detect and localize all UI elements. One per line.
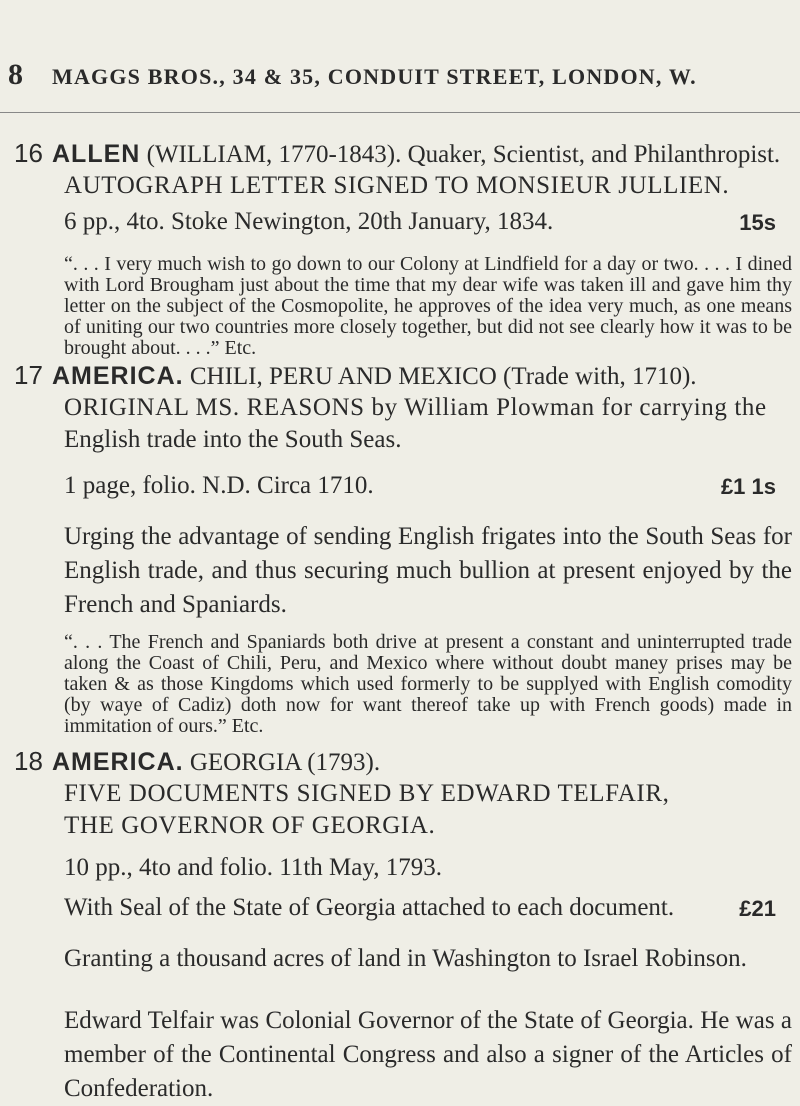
item-title-continued: English trade into the South Seas. <box>64 426 402 453</box>
page-number: 8 <box>8 58 23 91</box>
entry-heading-text: CHILI, PERU AND MEXICO (Trade with, 1710). <box>189 363 697 390</box>
item-description: 1 page, folio. N.D. Circa 1710. <box>64 472 374 499</box>
item-price: £21 <box>739 896 776 921</box>
item-seal-note: With Seal of the State of Georgia attached to each document. <box>64 894 675 921</box>
entry-number: 17 <box>14 360 43 390</box>
item-summary: Urging the advantage of sending English frigates into the South Seas for English trade, and thus securing much bullion at present enjoyed by the French and Spaniards. <box>64 523 792 618</box>
entry-heading-text: (WILLIAM, 1770-1843). Quaker, Scientist, and Philanthropist. <box>146 141 781 168</box>
entry-heading <box>52 360 792 393</box>
running-head: MAGGS BROS., 34 & 35, CONDUIT STREET, LONDON, W. <box>52 64 697 89</box>
page-header <box>0 58 800 118</box>
entry-heading <box>52 746 792 779</box>
item-summary: Granting a thousand acres of land in Washington to Israel Robinson. <box>64 945 747 972</box>
entry-subject: AMERICA. <box>52 748 184 776</box>
item-title: AUTOGRAPH LETTER SIGNED TO MONSIEUR JULLIEN. <box>64 172 730 199</box>
item-title: FIVE DOCUMENTS SIGNED BY EDWARD TELFAIR, <box>64 780 670 807</box>
entry-heading <box>52 138 792 171</box>
item-note: Edward Telfair was Colonial Governor of the State of Georgia. He was a member of the Continental Congress and also a signer of the Articles of Confederation. <box>64 1007 792 1102</box>
item-title-continued: THE GOVERNOR OF GEORGIA. <box>64 812 436 839</box>
item-title: ORIGINAL MS. REASONS by William Plowman for carrying the <box>64 394 767 421</box>
entry-heading-text: GEORGIA (1793). <box>189 749 381 776</box>
entry-subject: AMERICA. <box>52 362 184 390</box>
header-rule <box>0 112 800 113</box>
entry-number: 16 <box>14 138 43 168</box>
entry-subject: ALLEN <box>52 140 141 168</box>
item-description: 6 pp., 4to. Stoke Newington, 20th January, 1834. <box>64 208 554 235</box>
item-description: 10 pp., 4to and folio. 11th May, 1793. <box>64 854 442 881</box>
item-price: 15s <box>739 210 776 235</box>
entry-number: 18 <box>14 746 43 776</box>
item-price: £1 1s <box>720 474 776 499</box>
item-quote: “. . . I very much wish to go down to our Colony at Lindfield for a day or two. . . . I dined with Lord Brougham just about the time that my dear wife was taken ill and gave him thy letter on the subject of the Cosmopolite, he approves of the idea very much, as one means of uniting our two countries more closely together, but did not see clearly how it was to be brought about. . . .” Etc. <box>64 253 792 359</box>
item-quote: “. . . The French and Spaniards both drive at present a constant and uninterrupted trade along the Coast of Chili, Peru, and Mexico where without doubt maney prises may be taken & as those Kingdoms which used formerly to be supplyed with English comodity (by waye of Cadiz) doth now for want thereof take up with French goods) made in immitation of ours.” Etc. <box>64 631 792 737</box>
